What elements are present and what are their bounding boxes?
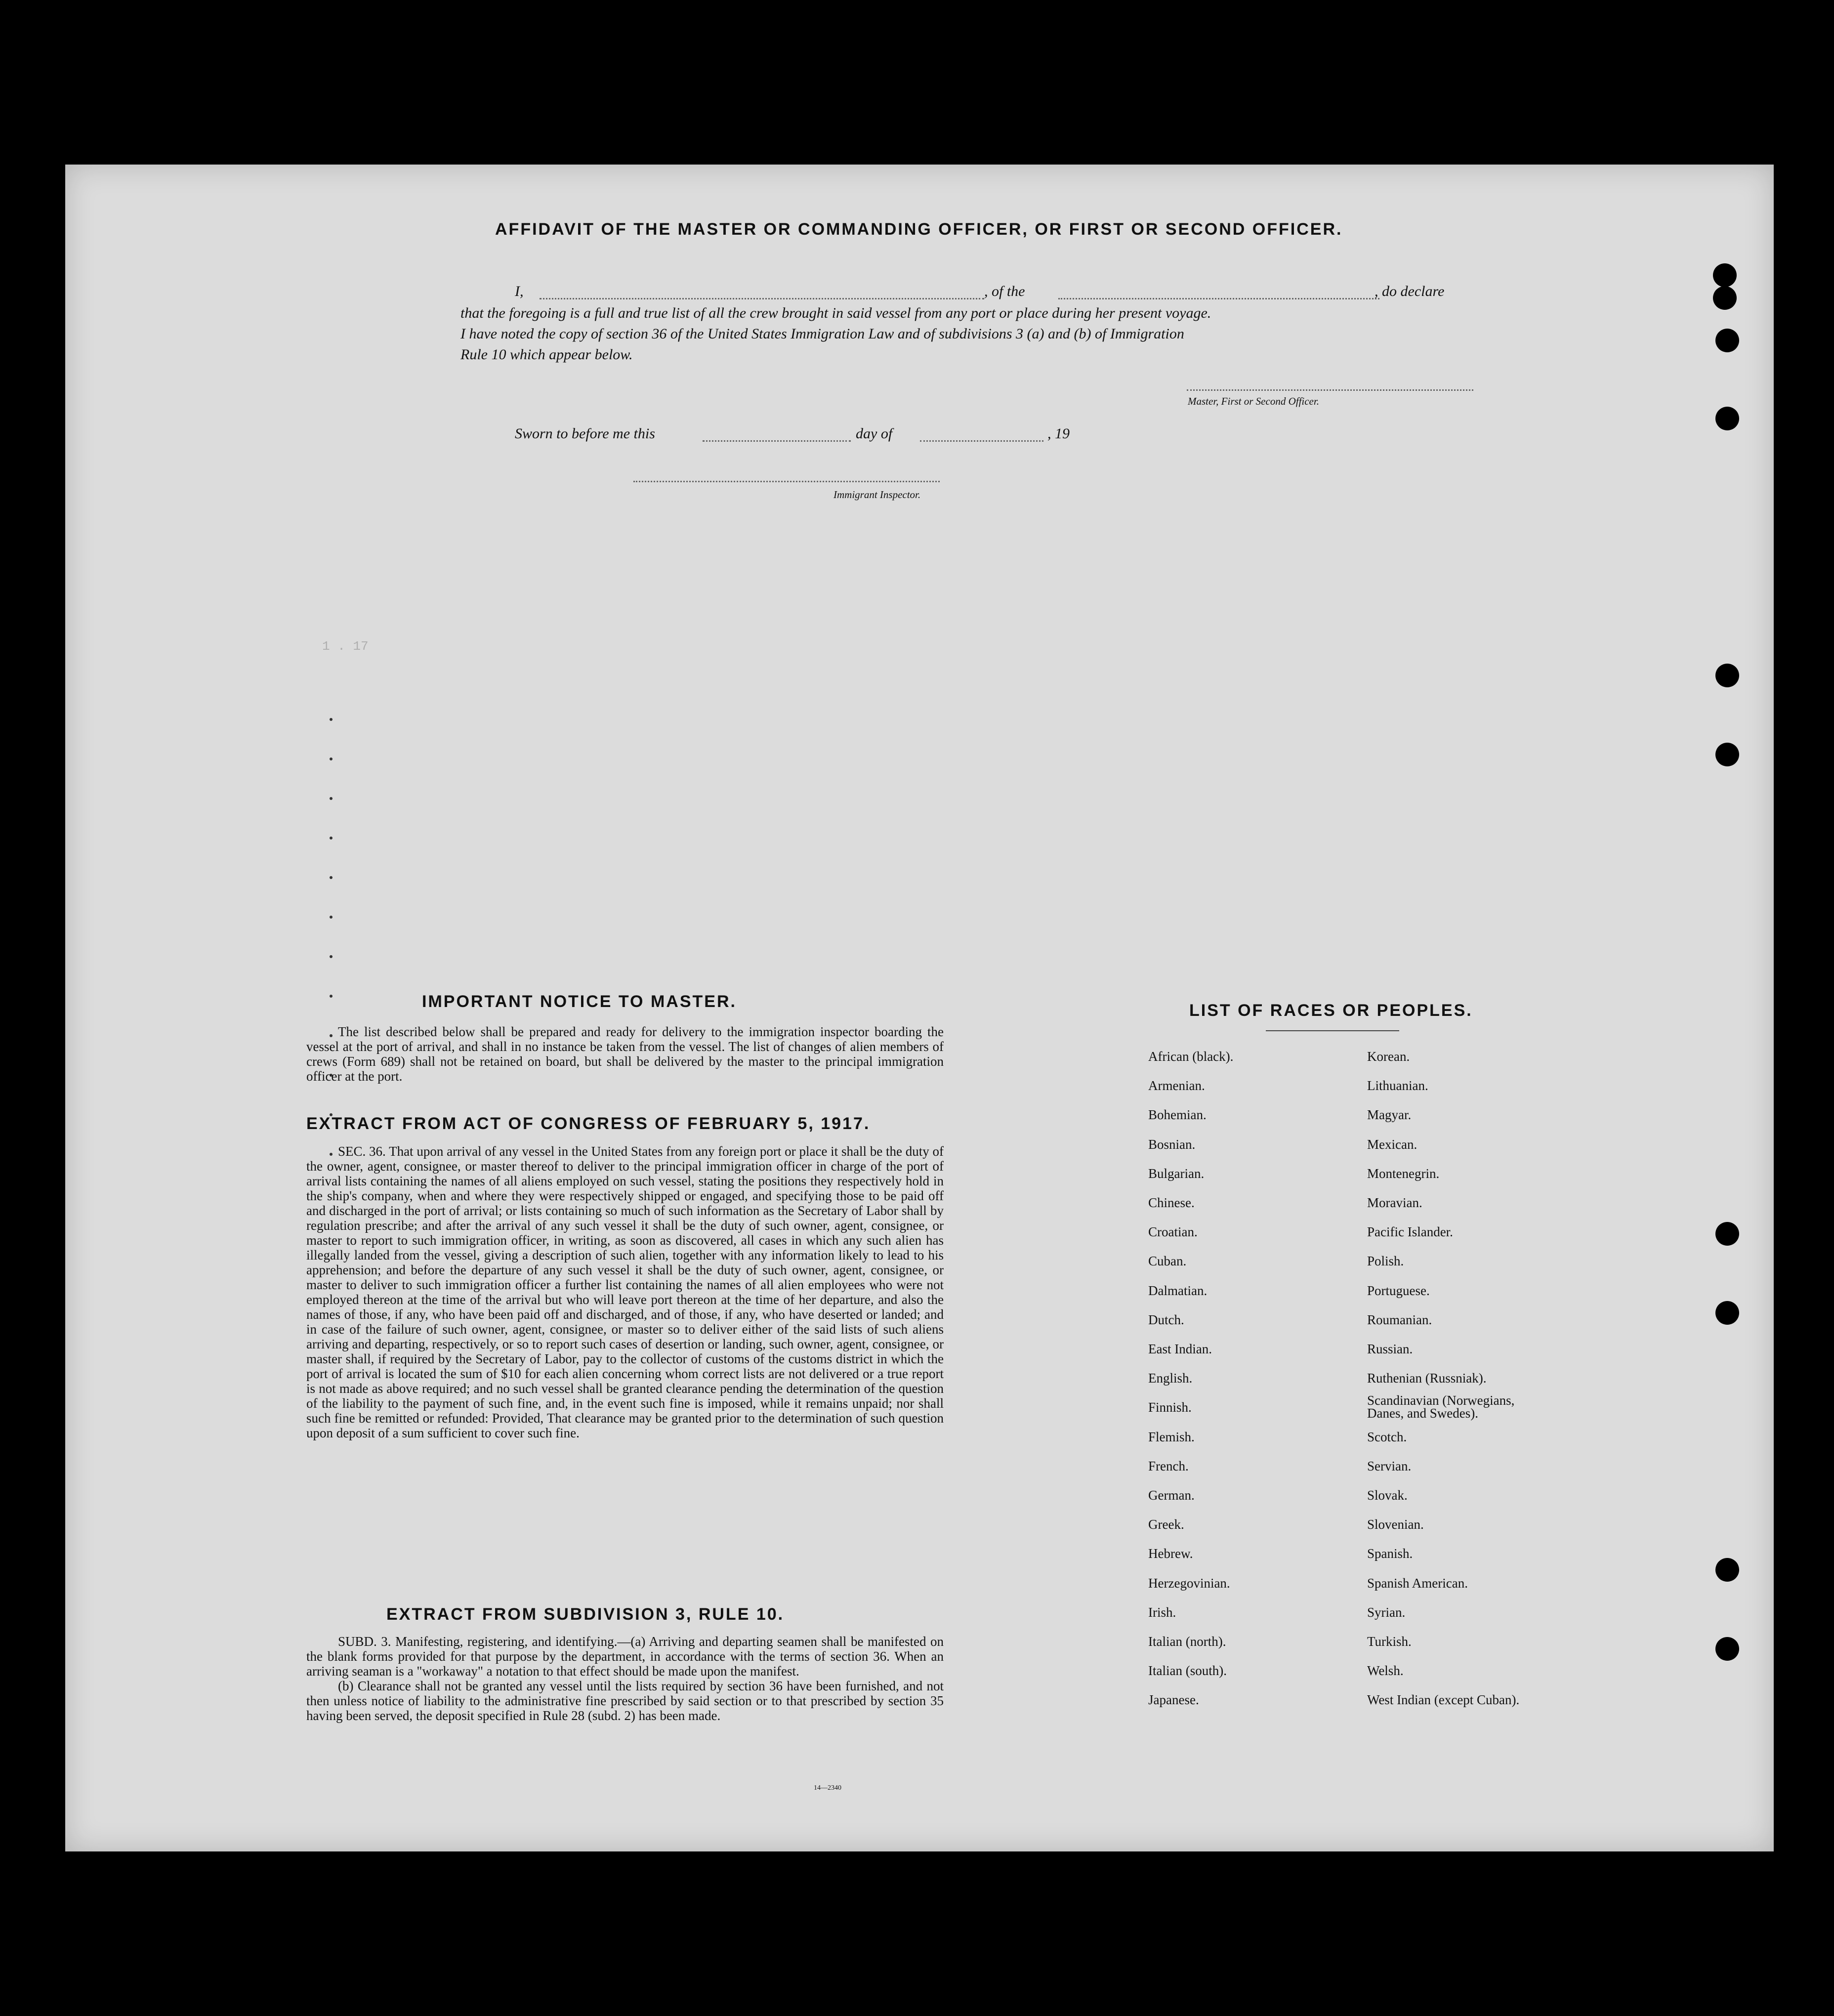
race-item: Italian (south). — [1148, 1663, 1227, 1679]
punch-hole — [1715, 1558, 1739, 1582]
race-item: Korean. — [1367, 1049, 1410, 1064]
tick-mark — [330, 718, 333, 721]
extract-rule-para-b: (b) Clearance shall not be granted any vessel until the lists required by section 36 have been furnished, and not then unless notice of liability to the administrative fine prescribed by said section or to that prescribed by section 35 having been served, the deposit specified in Rule 28 (subd. 2) has been made. — [306, 1679, 944, 1723]
punch-hole — [1713, 286, 1737, 310]
race-item: Dutch. — [1148, 1312, 1184, 1327]
form-number: 14—2340 — [814, 1784, 841, 1792]
extract-rule-para-a: SUBD. 3. Manifesting, registering, and identifying.—(a) Arriving and departing seamen shall be manifested on the blank forms provided for that purpose by the department, in accordance with the terms of section 36. When an arriving seaman is a "workaway" a notation to that effect should be made upon the manifest. — [306, 1634, 944, 1679]
inspector-signature-line[interactable] — [633, 481, 940, 482]
punch-hole — [1715, 1301, 1739, 1325]
race-item: Servian. — [1367, 1458, 1412, 1473]
race-item: Scotch. — [1367, 1429, 1407, 1444]
race-item: Lithuanian. — [1367, 1078, 1428, 1093]
race-item: Portuguese. — [1367, 1283, 1430, 1298]
bleed-through-text: 1 . 17 — [322, 639, 1170, 654]
race-item: Scandinavian (Norwegians, Danes, and Swedes). — [1367, 1393, 1515, 1421]
notice-text-block — [306, 1024, 944, 1084]
tick-mark — [330, 757, 333, 760]
punch-hole — [1715, 743, 1739, 766]
tick-mark — [330, 995, 333, 998]
race-item: Japanese. — [1148, 1692, 1199, 1708]
name-field[interactable] — [540, 298, 984, 299]
tick-mark — [330, 837, 333, 840]
race-item: Cuban. — [1148, 1254, 1187, 1269]
punch-hole — [1713, 263, 1737, 287]
race-item: French. — [1148, 1458, 1189, 1473]
race-item: Montenegrin. — [1367, 1166, 1440, 1181]
race-item: Turkish. — [1367, 1634, 1412, 1649]
manifest-page — [65, 165, 1774, 1851]
race-item: Moravian. — [1367, 1195, 1422, 1210]
sworn-label: Sworn to before me this — [515, 425, 655, 442]
affidavit-of-the: , of the — [984, 283, 1025, 299]
notice-title: IMPORTANT NOTICE TO MASTER. — [422, 992, 737, 1011]
race-item: Greek. — [1148, 1517, 1184, 1532]
race-item: West Indian (except Cuban). — [1367, 1692, 1520, 1708]
race-item: Ruthenian (Russniak). — [1367, 1371, 1487, 1386]
tick-mark — [330, 876, 333, 879]
sworn-day-field[interactable] — [703, 440, 851, 442]
tick-mark — [330, 797, 333, 800]
sworn-month-field[interactable] — [920, 440, 1043, 442]
race-item: English. — [1148, 1371, 1193, 1386]
extract-act-title: EXTRACT FROM ACT OF CONGRESS OF FEBRUARY 5, 1917. — [306, 1114, 871, 1133]
extract-act-text: SEC. 36. That upon arrival of any vessel in the United States from any foreign port or place it shall be the duty of the owner, agent, consignee, or master thereof to deliver to the principal immigration officer in charge of the port of arrival lists containing the names of all aliens employed on such vessel, stating the positions they respectively hold in the ship's company, when and where they were respectively shipped or engaged, and specifying those to be paid off and discharged in the port of arrival; or lists containing so much of such information as the Secretary of Labor shall by regulation prescribe; and after the arrival of any such vessel it shall be the duty of such owner, agent, consignee, or master to report to such immigration officer, in writing, as soon as discovered, all cases in which any such alien has illegally landed from the vessel, giving a description of such alien, together with any information likely to lead to his apprehension; and before the departure of any such vessel it shall be the duty of such owner, agent, consignee, or master to deliver to such immigration officer a further list containing the names of all alien employees who were not employed thereon at the time of the arrival but who will leave port thereon at the time of her departure, and also the names of those, if any, who have been paid off and discharged, and of those, if any, who have deserted or landed; and in case of the failure of such owner, agent, consignee, or master so to deliver either of the said lists of such aliens arriving and departing, respectively, or so to report such cases of desertion or landing, such owner, agent, consignee, or master shall, if required by the Secretary of Labor, pay to the collector of customs of the customs district in which the port of arrival is located the sum of $10 for each alien concerning whom correct lists are not delivered or a true report is not made as above required; and no such vessel shall be granted clearance pending the determination of the question of the liability to the payment of such fine, and, in the event such fine is imposed, while it remains unpaid; nor shall such fine be remitted or refunded: Provided, That clearance may be granted prior to the determination of such question upon deposit of a sum sufficient to cover such fine. — [306, 1144, 944, 1440]
affidavit-i-label: I, — [515, 283, 524, 299]
year-label: , 19 — [1047, 425, 1070, 442]
race-item: Armenian. — [1148, 1078, 1205, 1093]
inspector-label: Immigrant Inspector. — [834, 489, 921, 501]
race-item: Spanish. — [1367, 1546, 1413, 1561]
affidavit-line-3: I have noted the copy of section 36 of the United States Immigration Law and of subdivisions 3 (a) and (b) of Immigration — [460, 326, 1184, 342]
affidavit-line-2: that the foregoing is a full and true list of all the crew brought in said vessel from any port or place during her present voyage. — [460, 305, 1211, 321]
race-item: Roumanian. — [1367, 1312, 1432, 1327]
race-item: Spanish American. — [1367, 1575, 1468, 1591]
day-of-label: day of — [856, 425, 893, 442]
race-item: Welsh. — [1367, 1663, 1404, 1679]
race-item: Russian. — [1367, 1342, 1413, 1356]
race-item: Flemish. — [1148, 1429, 1195, 1444]
races-title: LIST OF RACES OR PEOPLES. — [1189, 1001, 1473, 1020]
affidavit-line-4: Rule 10 which appear below. — [460, 346, 633, 363]
race-item: Chinese. — [1148, 1195, 1195, 1210]
race-item: Dalmatian. — [1148, 1283, 1208, 1298]
punch-hole — [1715, 1222, 1739, 1246]
race-item: African (black). — [1148, 1049, 1234, 1064]
race-item: Mexican. — [1367, 1136, 1417, 1152]
race-item: Croatian. — [1148, 1224, 1198, 1240]
race-item: Syrian. — [1367, 1604, 1406, 1620]
race-item: Herzegovinian. — [1148, 1575, 1230, 1591]
race-item: German. — [1148, 1488, 1195, 1503]
master-signature-line[interactable] — [1187, 389, 1473, 391]
affidavit-title: AFFIDAVIT OF THE MASTER OR COMMANDING OFFICER, OR FIRST OR SECOND OFFICER. — [495, 220, 1343, 239]
affidavit-do-declare: , do declare — [1375, 283, 1445, 299]
vessel-field[interactable] — [1058, 298, 1379, 299]
race-item: Polish. — [1367, 1254, 1404, 1269]
extract-rule-title: EXTRACT FROM SUBDIVISION 3, RULE 10. — [386, 1605, 785, 1624]
bleed-through-text — [1488, 669, 1496, 683]
race-item: Bulgarian. — [1148, 1166, 1205, 1181]
extract-act-text-block — [306, 1144, 944, 1440]
notice-text: The list described below shall be prepared and ready for delivery to the immigration inspector boarding the vessel at the port of arrival, and shall in no instance be taken from the vessel. The list of changes of alien members of crews (Form 689) shall not be retained on board, but shall be delivered by the master to the principal immigration officer at the port. — [306, 1024, 944, 1084]
race-item: Irish. — [1148, 1604, 1176, 1620]
race-item: Bohemian. — [1148, 1107, 1207, 1123]
race-item: Magyar. — [1367, 1107, 1412, 1123]
punch-hole — [1715, 664, 1739, 687]
punch-hole — [1715, 1637, 1739, 1661]
race-item: Italian (north). — [1148, 1634, 1226, 1649]
race-item: Bosnian. — [1148, 1136, 1196, 1152]
punch-hole — [1715, 407, 1739, 430]
race-item: East Indian. — [1148, 1342, 1212, 1356]
punch-hole — [1715, 329, 1739, 352]
race-item: Finnish. — [1148, 1400, 1192, 1415]
races-title-underline — [1266, 1030, 1399, 1031]
race-item: Hebrew. — [1148, 1546, 1193, 1561]
master-signature-label: Master, First or Second Officer. — [1188, 395, 1319, 407]
tick-mark — [330, 955, 333, 958]
race-item: Slovak. — [1367, 1488, 1408, 1503]
race-item: Pacific Islander. — [1367, 1224, 1453, 1240]
race-item: Slovenian. — [1367, 1517, 1424, 1532]
tick-mark — [330, 916, 333, 919]
extract-rule-text-block — [306, 1634, 944, 1723]
